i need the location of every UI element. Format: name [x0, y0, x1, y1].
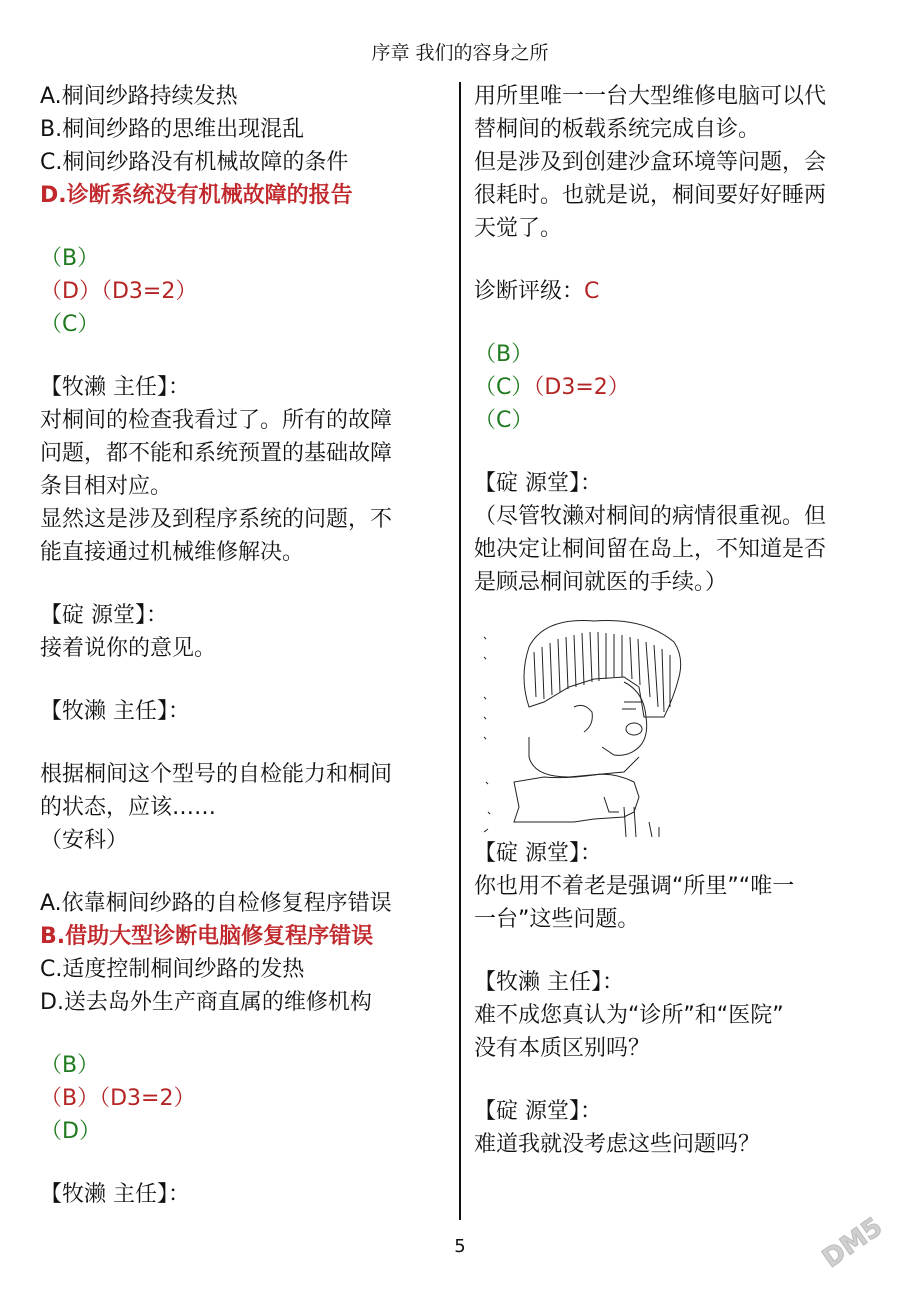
dice-result: （C） [40, 312, 100, 337]
speech-line: （安科） [40, 828, 129, 853]
dice-result: （B） [40, 1086, 100, 1111]
speech-line: 问题，都不能和系统预置的基础故障 [40, 441, 393, 466]
q2-option-d: D.送去岛外生产商直属的维修机构 [40, 990, 372, 1015]
q2-option-a: A.依靠桐间纱路的自检修复程序错误 [40, 891, 392, 916]
ascii-art-portrait-icon [474, 607, 704, 837]
dice-result: （D） [40, 1119, 101, 1144]
speaker-label: 【牧濑 主任】： [474, 970, 624, 995]
column-divider [459, 82, 461, 1220]
q2-answer: B.借助大型诊断电脑修复程序错误 [40, 924, 374, 949]
ascii-art-illustration [474, 607, 704, 837]
dice-result: （D） [40, 279, 101, 304]
q1-option-b: B.桐间纱路的思维出现混乱 [40, 117, 305, 142]
dice-result: （C） [474, 408, 534, 433]
q1-option-c: C.桐间纱路没有机械故障的条件 [40, 150, 349, 175]
speaker-label: 【碇 源堂】： [40, 603, 168, 628]
speech-line: 一台”这些问题。 [474, 907, 640, 932]
speech-line: 根据桐间这个型号的自检能力和桐间 [40, 762, 393, 787]
speech-line: 条目相对应。 [40, 474, 173, 499]
svg-text:DM5: DM5 [817, 1211, 889, 1274]
dice-result: （B） [474, 342, 534, 367]
dice-result: （B） [40, 1053, 100, 1078]
speech-line: 难道我就没考虑这些问题吗？ [474, 1132, 761, 1157]
dice-note: （D3=2） [99, 1086, 196, 1111]
speech-line: 对桐间的检查我看过了。所有的故障 [40, 408, 393, 433]
speech-line: 替桐间的板载系统完成自诊。 [474, 117, 761, 142]
dice-result: （C） [474, 375, 534, 400]
speech-line: 显然这是涉及到程序系统的问题，不 [40, 507, 393, 532]
speech-line: 没有本质区别吗？ [474, 1036, 651, 1061]
dice-note: （D3=2） [100, 279, 198, 304]
speech-line: 用所里唯一一台大型维修电脑可以代 [474, 84, 827, 109]
speech-line: 难不成您真认为“诊所”和“医院” [474, 1003, 784, 1028]
speaker-label: 【牧濑 主任】： [40, 699, 190, 724]
watermark-logo-icon [810, 1204, 900, 1274]
speech-line: 的状态，应该…… [40, 795, 217, 820]
q1-answer: D.诊断系统没有机械故障的报告 [40, 183, 353, 208]
speech-line: （尽管牧濑对桐间的病情很重视。但 [474, 504, 827, 529]
left-column [40, 80, 440, 1211]
speech-line: 接着说你的意见。 [40, 636, 217, 661]
right-column [474, 80, 884, 1161]
speaker-label: 【碇 源堂】： [474, 471, 602, 496]
speaker-label: 【碇 源堂】： [474, 1099, 602, 1124]
speaker-label: 【牧濑 主任】： [40, 375, 190, 400]
speech-line: 她决定让桐间留在岛上，不知道是否 [474, 537, 827, 562]
dice-result: （B） [40, 246, 100, 271]
speech-line: 很耗时。也就是说，桐间要好好睡两 [474, 183, 827, 208]
speaker-label: 【牧濑 主任】： [40, 1182, 190, 1207]
speech-line: 天觉了。 [474, 216, 563, 241]
rating-label: 诊断评级： [474, 279, 585, 304]
speaker-label: 【碇 源堂】： [474, 841, 602, 866]
page-header: 序章 我们的容身之所 [371, 42, 549, 64]
speech-line: 能直接通过机械维修解决。 [40, 540, 305, 565]
q2-option-c: C.适度控制桐间纱路的发热 [40, 957, 305, 982]
dice-note: （D3=2） [533, 375, 630, 400]
watermark-logo [810, 1204, 900, 1274]
rating-value: C [584, 279, 600, 304]
page-number: 5 [454, 1236, 466, 1257]
speech-line: 但是涉及到创建沙盒环境等问题，会 [474, 150, 827, 175]
speech-line: 你也用不着老是强调“所里”“唯一 [474, 874, 795, 899]
speech-line: 是顾忌桐间就医的手续。） [474, 570, 728, 595]
q1-option-a: A.桐间纱路持续发热 [40, 84, 238, 109]
